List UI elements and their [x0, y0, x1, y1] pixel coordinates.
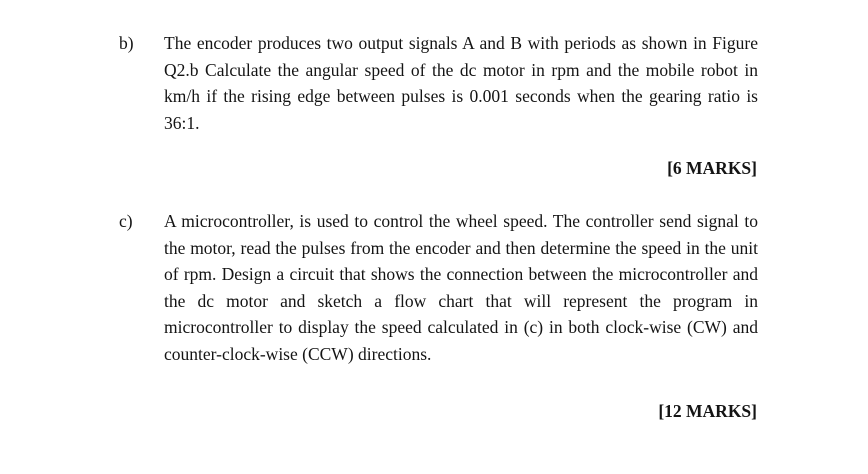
marks-label: [6 MARKS] [667, 158, 757, 178]
question-label: b) [119, 33, 134, 53]
question-label: c) [119, 211, 133, 231]
marks-label: [12 MARKS] [658, 401, 757, 421]
question-text: A microcontroller, is used to control the wheel speed. The controller send signal to the motor, read the pulses from the encoder and then determine the speed in the unit of rpm. Design a circuit that shows the connection between the microcontroller and the dc motor and sketch a flow chart that will represent the program in microcontroller to display the speed calculated in (c) in both clock-wise (CW) and counter-clock-wise (CCW) directions. [164, 211, 758, 364]
question-text: The encoder produces two output signals A and B with periods as shown in Figure Q2.b Calculate the angular speed of the dc motor in rpm and the mobile robot in km/h if the rising edge between pulses is 0.001 seconds when the gearing ratio is 36:1. [164, 33, 758, 133]
